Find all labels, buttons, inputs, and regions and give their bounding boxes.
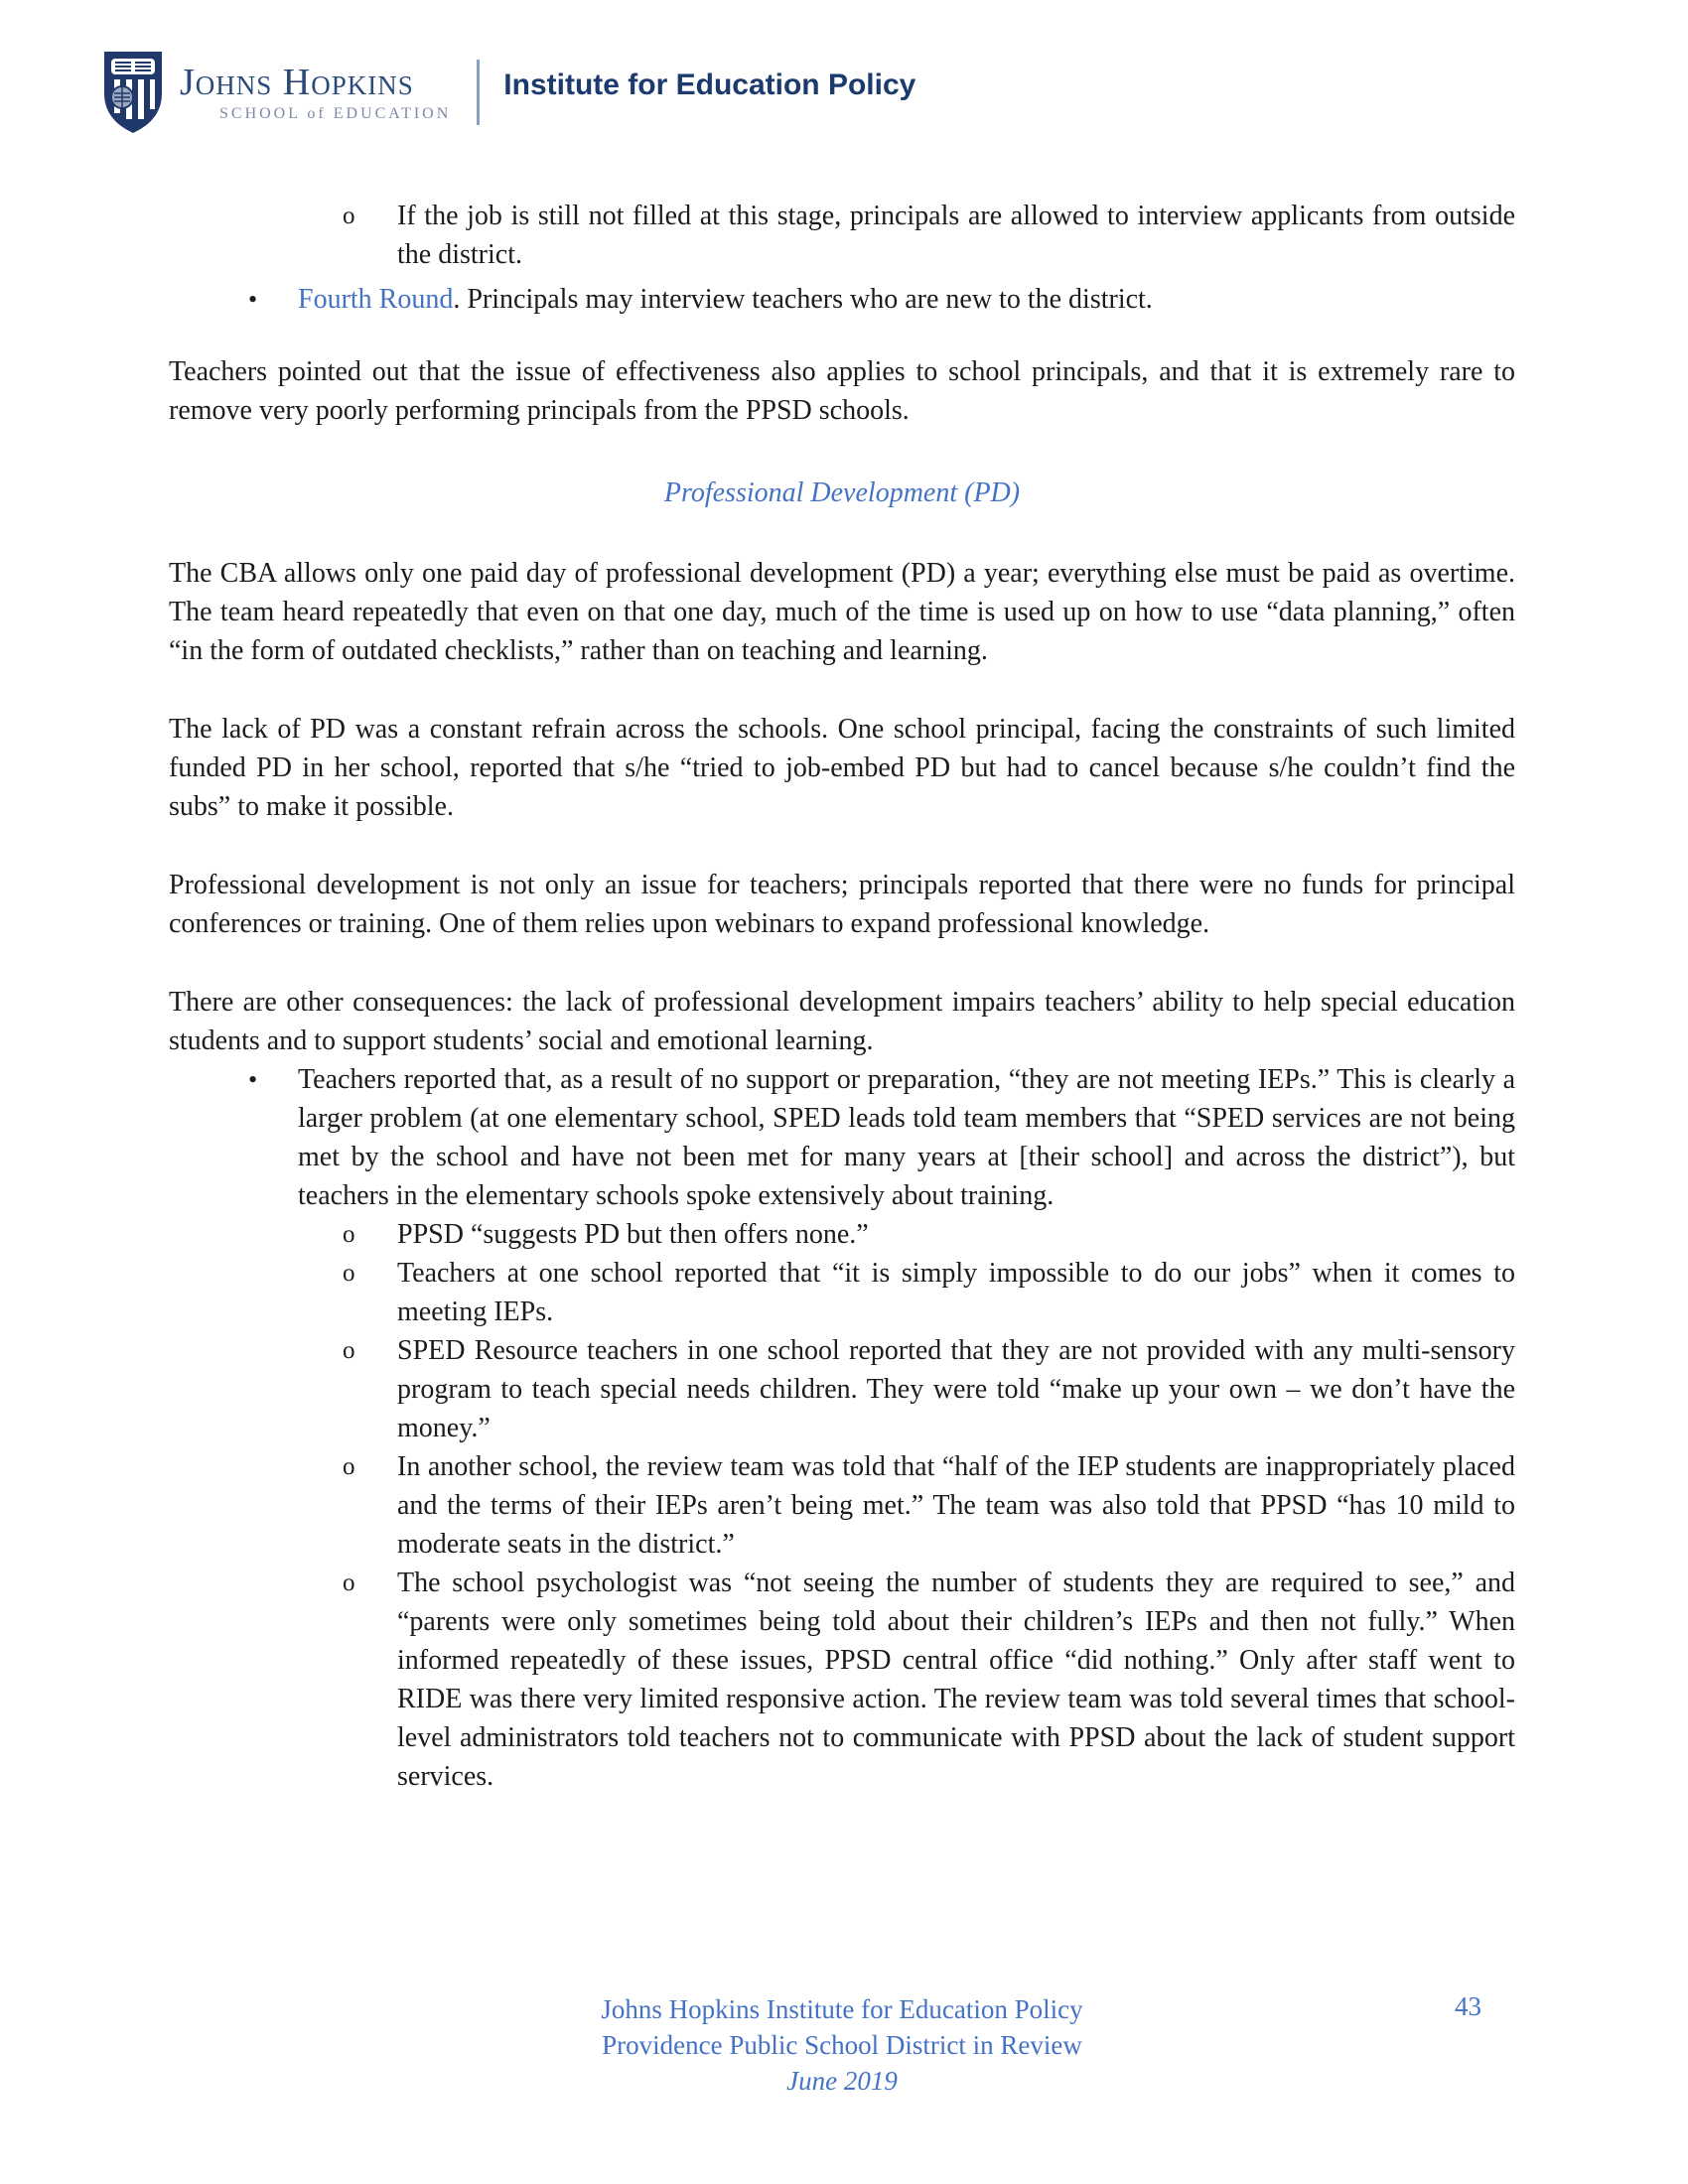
header-divider <box>477 60 480 125</box>
brand-block <box>180 63 451 123</box>
page-header <box>102 50 915 135</box>
footer-report-title: Providence Public School District in Review <box>602 2030 1082 2060</box>
list-item-text: SPED Resource teachers in one school reported that they are not provided with any multi-sensory program to teach special needs children. They were told “make up your own – we don’t have the money.” <box>397 1335 1515 1443</box>
list-item-text: In another school, the review team was told that “half of the IEP students are inappropriately placed and the terms of their IEPs aren’t being met.” The team was also told that PPSD “has 10 mild to moderate seats in the district.” <box>397 1451 1515 1560</box>
hollow-bullet-icon: o <box>343 1337 355 1364</box>
list-item <box>169 1254 1515 1331</box>
hollow-bullet-icon: o <box>343 1260 355 1287</box>
list-item <box>169 280 1515 319</box>
solid-bullet-icon: • <box>248 285 258 314</box>
list-item <box>169 1447 1515 1564</box>
list-item <box>169 1564 1515 1796</box>
paragraph-consequences: There are other consequences: the lack of professional development impairs teachers’ ability to help special education students and to support students’ social and emotional learning. <box>169 987 1515 1056</box>
list-item-text: If the job is still not filled at this stage, principals are allowed to interview applicants from outside the district. <box>397 201 1515 270</box>
paragraph-principal-effectiveness: Teachers pointed out that the issue of effectiveness also applies to school principals, and that it is extremely rare to remove very poorly performing principals from the PPSD schools. <box>169 356 1515 426</box>
paragraph-cba: The CBA allows only one paid day of professional development (PD) a year; everything else must be paid as overtime. The team heard repeatedly that even on that one day, much of the time is used up on how to use “data planning,” often “in the form of outdated checklists,” rather than on teaching and learning. <box>169 558 1515 666</box>
list-item-text: PPSD “suggests PD but then offers none.” <box>397 1219 869 1250</box>
paragraph-lack-of-pd: The lack of PD was a constant refrain across the schools. One school principal, facing the constraints of such limited funded PD in her school, reported that s/he “tried to job-embed PD but had to cancel because s/he couldn’t find the subs” to make it possible. <box>169 714 1515 822</box>
list-item-text-rest: . Principals may interview teachers who are new to the district. <box>453 284 1153 315</box>
list-item-text: The school psychologist was “not seeing the number of students they are required to see,” and “parents were only sometimes being told about their children’s IEPs and then not fully.” When informed repeatedly of these issues, PPSD central office “did nothing.” Only after staff went to RIDE was there very limited responsive action. The review team was told several times that school-level administrators told teachers not to communicate with PPSD about the lack of student support services. <box>397 1568 1515 1792</box>
section-heading-pd: Professional Development (PD) <box>663 478 1021 508</box>
list-item <box>169 1331 1515 1447</box>
page-footer <box>169 1991 1515 2099</box>
hollow-bullet-icon: o <box>343 203 355 229</box>
johns-hopkins-shield-icon <box>102 50 164 135</box>
paragraph-principal-pd: Professional development is not only an issue for teachers; principals reported that there were no funds for principal conferences or training. One of them relies upon webinars to expand professional knowledge. <box>169 870 1515 939</box>
list-item <box>169 1215 1515 1254</box>
footer-date: June 2019 <box>786 2066 898 2096</box>
list-item <box>169 197 1515 274</box>
solid-bullet-icon: • <box>248 1065 258 1094</box>
list-item-text <box>298 280 1515 319</box>
footer-org: Johns Hopkins Institute for Education Policy <box>601 1994 1083 2024</box>
fourth-round-link[interactable]: Fourth Round <box>298 284 454 315</box>
brand-name: Johns Hopkins <box>180 61 414 103</box>
list-item-text: Teachers reported that, as a result of no support or preparation, “they are not meeting IEPs.” This is clearly a larger problem (at one elementary school, SPED leads told team members that “SPED services are not being met by the school and have not been met for many years at [their school] and across the district”), but teachers in the elementary schools spoke extensively about training. <box>298 1064 1515 1211</box>
list-item-text: Teachers at one school reported that “it is simply impossible to do our jobs” when it comes to meeting IEPs. <box>397 1258 1515 1327</box>
hollow-bullet-icon: o <box>343 1221 355 1248</box>
hollow-bullet-icon: o <box>343 1453 355 1480</box>
page-number: 43 <box>1455 1991 1481 2021</box>
document-body <box>169 197 1515 1796</box>
brand-subtitle: SCHOOL of EDUCATION <box>219 104 452 122</box>
list-item <box>169 1060 1515 1215</box>
division-title: Institute for Education Policy <box>503 68 916 101</box>
hollow-bullet-icon: o <box>343 1570 355 1596</box>
